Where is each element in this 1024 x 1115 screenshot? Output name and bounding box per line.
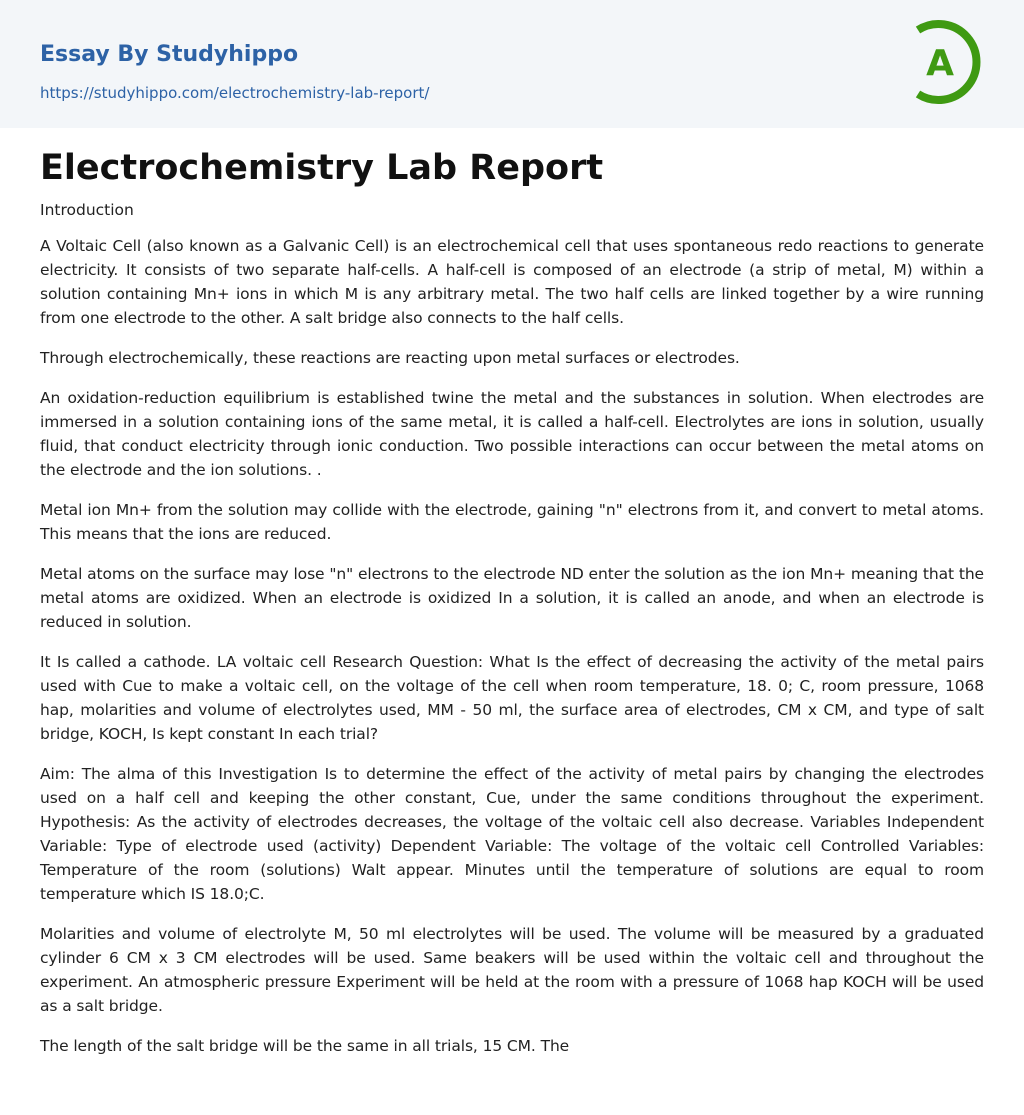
studyhippo-logo-icon[interactable] [910,18,986,106]
paragraph: Aim: The alma of this Investigation Is to determine the effect of the activity of metal pairs by changing the electrodes used on a half cell and keeping the other constant, Cue, under the same conditions throughout the experiment. Hypothesis: As the activity of electrodes decreases, the voltage of the voltaic cell also decrease. Variables Independent Variable: Type of electrode used (activity) Dependent Variable: The voltage of the voltaic cell Controlled Variables: Temperature of the room (solutions) Walt appear. Minutes until the temperature of solutions are equal to room temperature which IS 18.0;C. [40,765,984,903]
paragraph: A Voltaic Cell (also known as a Galvanic Cell) is an electrochemical cell that uses spontaneous redo reactions to generate electricity. It consists of two separate half-cells. A half-cell is composed of an electrode (a strip of metal, M) within a solution containing Mn+ ions in which M is any arbitrary metal. The two half cells are linked together by a wire running from one electrode to the other. A salt bridge also connects to the half cells. [40,237,984,327]
logo-letter: A [926,43,954,84]
intro-heading: Introduction [40,201,134,219]
paragraph: An oxidation-reduction equilibrium is established twine the metal and the substances in solution. When electrodes are immersed in a solution containing ions of the same metal, it is called a half-cell. Electrolytes are ions in solution, usually fluid, that conduct electricity through ionic conduction. Two possible interactions can occur between the metal atoms on the electrode and the ion solutions. . [40,389,984,479]
brand-title[interactable]: Essay By Studyhippo [40,42,299,67]
essay-url-link[interactable]: https://studyhippo.com/electrochemistry-lab-report/ [40,84,430,102]
paragraph: Metal ion Mn+ from the solution may collide with the electrode, gaining "n" electrons from it, and convert to metal atoms. This means that the ions are reduced. [40,501,984,543]
paragraph: The length of the salt bridge will be the same in all trials, 15 CM. The [40,1037,570,1055]
article-body [40,198,984,1074]
paragraph: Through electrochemically, these reactions are reacting upon metal surfaces or electrodes. [40,349,740,367]
paragraph: It Is called a cathode. LA voltaic cell Research Question: What Is the effect of decreasing the activity of the metal pairs used with Cue to make a voltaic cell, on the voltage of the cell when room temperature, 18. 0; C, room pressure, 1068 hap, molarities and volume of electrolytes used, MM - 50 ml, the surface area of electrodes, CM x CM, and type of salt bridge, KOCH, Is kept constant In each trial? [40,653,984,743]
page-title: Electrochemistry Lab Report [40,148,604,188]
paragraph: Molarities and volume of electrolyte M, 50 ml electrolytes will be used. The volume will be measured by a graduated cylinder 6 CM x 3 CM electrodes will be used. Same beakers will be used within the voltaic cell and throughout the experiment. An atmospheric pressure Experiment will be held at the room with a pressure of 1068 hap KOCH will be used as a salt bridge. [40,925,984,1015]
paragraph: Metal atoms on the surface may lose "n" electrons to the electrode ND enter the solution as the ion Mn+ meaning that the metal atoms are oxidized. When an electrode is oxidized In a solution, it is called an anode, and when an electrode is reduced in solution. [40,565,984,631]
